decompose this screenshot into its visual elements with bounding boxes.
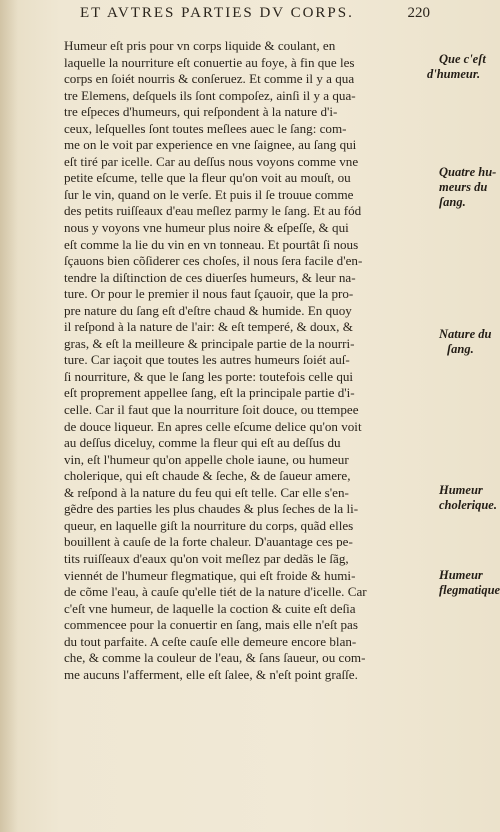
margin-note-line: ſang.	[447, 342, 474, 356]
text-line: ſçauons bien cõſiderer ces choſes, il nous ſera facile d'en-	[64, 253, 363, 269]
text-line: ſur le vin, quand on le verſe. Et puis il ſe trouue comme	[64, 186, 354, 202]
text-line: gẽdre des parties les plus chaudes & plus ſeches de la li-	[64, 501, 359, 517]
text-line: che, & comme la couleur de l'eau, & ſans ſaueur, ou com-	[64, 650, 366, 666]
margin-note-line: flegmatique	[439, 583, 500, 597]
text-line: de douce liqueur. En apres celle eſcume delice qu'on voit	[64, 418, 362, 434]
text-line: du tout parfaite. A ceſte cauſe elle demeure encore blan-	[64, 633, 357, 649]
text-line: de cõme l'eau, à cauſe qu'elle tiét de la nature d'icelle. Car	[64, 584, 367, 600]
page-header	[80, 2, 430, 28]
page-gutter-shadow	[0, 0, 18, 832]
text-line: bouillent à cauſe de la forte chaleur. D'auantage ces pe-	[64, 534, 353, 550]
text-line: corps en ſoiét nourris & conſeruez. Et comme il y a qua	[64, 71, 355, 87]
text-line: viennét de l'humeur flegmatique, qui eſt froide & humi-	[64, 567, 356, 583]
running-title: ET AVTRES PARTIES DV CORPS.	[80, 5, 354, 21]
margin-note-line: Que c'eſt	[439, 52, 486, 66]
text-line: ſi nourriture, & que le ſang les porte: toutefois celle qui	[64, 368, 354, 384]
text-line: ture. Car iaçoit que toutes les autres humeurs ſoiét auſ-	[64, 352, 350, 368]
text-line: queur, en laquelle giſt la nourriture du corps, quãd elles	[64, 517, 354, 533]
margin-note-quatre-humeurs	[439, 165, 500, 210]
margin-note-line: ſang.	[439, 195, 466, 209]
text-line: petite eſcume, telle que la fleur qu'on voit au mouſt, ou	[64, 170, 351, 186]
text-line: Humeur eſt pris pour vn corps liquide & coulant, en	[64, 38, 336, 53]
page-number: 220	[407, 5, 430, 21]
text-line: ceux, leſquelles ſont toutes meſlees auec le ſang: com-	[64, 120, 347, 136]
margin-note-line: Humeur	[439, 483, 483, 497]
text-line: tre Elemens, deſquels ils ſont compoſez, ainſi il y a qua-	[64, 87, 356, 103]
text-line: & reſpond à la nature du feu qui eſt telle. Car elle s'en-	[64, 484, 349, 500]
margin-note-humeur-cholerique	[439, 483, 500, 513]
text-line: me aucuns l'afferment, elle eſt ſalee, & n'eſt point graſſe.	[64, 666, 358, 682]
margin-note-nature-du-sang	[439, 327, 500, 357]
text-line: des petits ruiſſeaux d'eau meſlez parmy le ſang. Et au fód	[64, 203, 362, 219]
text-line: commencee pour la conuertir en ſang, mais elle n'eſt pas	[64, 617, 358, 633]
text-line: cholerique, qui eſt chaude & ſeche, & de ſaueur amere,	[64, 468, 351, 484]
text-line: au deſſus diceluy, comme la fleur qui eſt au deſſus du	[64, 435, 341, 451]
text-line: me on le voit par experience en vne ſaignee, au ſang qui	[64, 137, 357, 153]
text-line: c'eſt vne humeur, de laquelle la coction & cuite eſt deſia	[64, 600, 356, 616]
text-line: il reſpond à la nature de l'air: & eſt temperé, & doux, &	[64, 319, 353, 335]
margin-note-line: Quatre hu-	[439, 165, 497, 179]
margin-note-que-cest	[427, 52, 500, 82]
text-line: celle. Car il faut que la nourriture ſoit douce, ou ttempee	[64, 402, 359, 418]
text-line: eſt proprement appellee ſang, eſt la principale partie d'i-	[64, 385, 355, 401]
text-line: ture. Or pour le premier il nous faut ſçauoir, que la pro-	[64, 286, 354, 302]
margin-note-line: Humeur	[439, 568, 483, 582]
text-line: vin, eſt l'humeur qu'on appelle chole iaune, ou humeur	[64, 451, 349, 467]
margin-note-humeur-flegmatique	[439, 568, 500, 598]
margin-note-line: meurs du	[439, 180, 488, 194]
text-line: tits ruiſſeaux d'eaux qu'on voit meſlez par dedãs le ſãg,	[64, 550, 349, 566]
text-line: laquelle la nourriture eſt conuertie au foye, à fin que les	[64, 54, 355, 70]
body-text	[64, 38, 440, 683]
margin-note-line: Nature du	[439, 327, 492, 341]
text-line: eſt tiré par icelle. Car au deſſus nous voyons comme vne	[64, 153, 359, 169]
text-line: nous y voyons vne humeur plus noire & eſpeſſe, & qui	[64, 220, 349, 236]
text-line: tendre la diſtinction de ces diuerſes humeurs, & leur na-	[64, 269, 356, 285]
text-line: eſt comme la lie du vin en vn tonneau. Et pourtât ſi nous	[64, 236, 359, 252]
text-line: pre nature du ſang eſt d'eſtre chaud & humide. En quoy	[64, 302, 352, 318]
margin-note-line: d'humeur.	[427, 67, 481, 81]
text-line: tre eſpeces d'humeurs, qui reſpondent à la nature d'i-	[64, 104, 338, 120]
margin-note-line: cholerique.	[439, 498, 497, 512]
text-line: gras, & eſt la meilleure & principale partie de la nourri-	[64, 335, 355, 351]
